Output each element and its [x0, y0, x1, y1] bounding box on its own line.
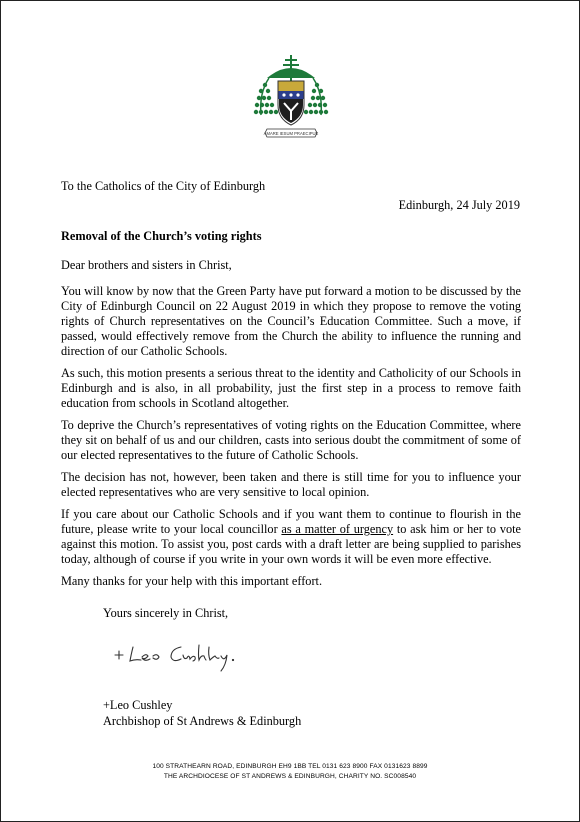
- letter-body: [61, 284, 521, 589]
- paragraph-5-end: to ask him or her to vote against this motion. To assist you, post cards with a draft letter are being supplied to parishes today, although of course if you write in your own words it will be even more effective.: [61, 522, 521, 566]
- paragraph-5: [61, 507, 521, 567]
- handwritten-signature: [111, 637, 261, 677]
- crest-motto: AMARE IESUM PRAECIPUE: [263, 131, 319, 136]
- addressee: To the Catholics of the City of Edinburgh: [61, 179, 266, 193]
- paragraph-3: To deprive the Church’s representatives of voting rights on the Education Committee, where they sit on behalf of us and our children, casts into serious doubt the commitment of some of our elected representatives to the future of Catholic Schools.: [61, 418, 521, 462]
- place-date: Edinburgh, 24 July 2019: [398, 198, 520, 212]
- urgency-phrase: as a matter of urgency: [281, 522, 394, 536]
- footer-charity: THE ARCHDIOCESE OF ST ANDREWS & EDINBURGH, CHARITY NO. SC008540: [163, 773, 417, 780]
- closing: Yours sincerely in Christ,: [103, 606, 229, 620]
- signatory-title: Archbishop of St Andrews & Edinburgh: [103, 714, 302, 728]
- letter-subject: Removal of the Church’s voting rights: [61, 229, 262, 243]
- crest-graphic: [251, 53, 331, 153]
- paragraph-2: As such, this motion presents a serious threat to the identity and Catholicity of our Schools in Edinburgh and is also, in all probability, just the first step in a process to remove faith education from schools in Scotland altogether.: [61, 366, 521, 410]
- paragraph-4: The decision has not, however, been taken and there is still time for you to influence your elected representatives who are very sensitive to local opinion.: [61, 470, 521, 499]
- paragraph-5-start: If you care about our Catholic Schools and if you want them to continue to flourish in the future, please write to your local councillor: [61, 507, 521, 536]
- salutation: Dear brothers and sisters in Christ,: [61, 258, 232, 272]
- signature-graphic: [111, 637, 261, 677]
- paragraph-1: You will know by now that the Green Party have put forward a motion to be discussed by the City of Edinburgh Council on 22 August 2019 in which they propose to remove the voting rights of Church representatives on the Council’s Education Committee. Such a move, if passed, would effectively remove from the Church the ability to influence the running and direction of our Catholic Schools.: [61, 284, 521, 358]
- signatory-name: +Leo Cushley: [103, 698, 173, 712]
- coat-of-arms-icon: [251, 53, 331, 153]
- paragraph-6: Many thanks for your help with this important effort.: [61, 574, 323, 588]
- footer-address: 100 STRATHEARN ROAD, EDINBURGH EH9 1BB TEL 0131 623 8900 FAX 0131623 8899: [152, 763, 428, 770]
